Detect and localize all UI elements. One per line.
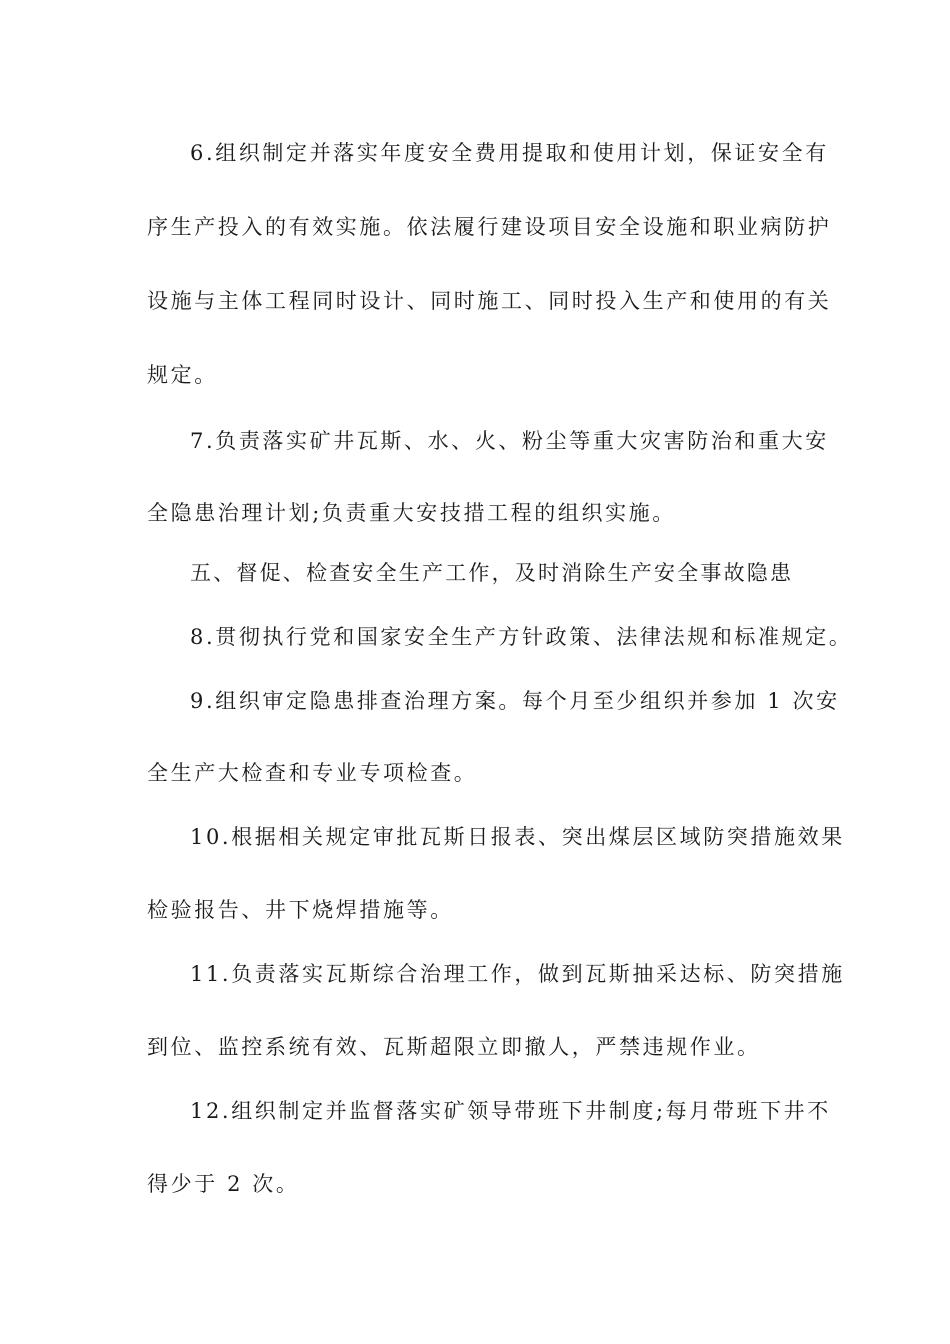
paragraph-6-line-2: 序生产投入的有效实施。依法履行建设项目安全设施和职业病防护	[147, 215, 832, 239]
paragraph-7-line-2: 全隐患治理计划;负责重大安技措工程的组织实施。	[147, 501, 676, 525]
paragraph-6-line-3: 设施与主体工程同时设计、同时施工、同时投入生产和使用的有关	[147, 289, 832, 313]
paragraph-12-line-2: 得少于 2 次。	[147, 1172, 300, 1196]
paragraph-11-line-2: 到位、监控系统有效、瓦斯超限立即撤人，严禁违规作业。	[147, 1035, 761, 1059]
paragraph-6-line-4: 规定。	[147, 363, 218, 387]
paragraph-9-line-2: 全生产大检查和专业专项检查。	[147, 761, 478, 785]
paragraph-9-line-1: 9.组织审定隐患排查治理方案。每个月至少组织并参加 1 次安	[190, 689, 840, 713]
paragraph-8-line-1: 8.贯彻执行党和国家安全生产方针政策、法律法规和标准规定。	[190, 625, 853, 649]
paragraph-10-line-2: 检验报告、井下烧焊措施等。	[147, 898, 454, 922]
section-heading-5: 五、督促、检查安全生产工作，及时消除生产安全事故隐患	[190, 561, 794, 585]
paragraph-12-line-1: 12.组织制定并监督落实矿领导带班下井制度;每月带班下井不	[190, 1099, 831, 1123]
paragraph-10-line-1: 10.根据相关规定审批瓦斯日报表、突出煤层区域防突措施效果	[190, 825, 845, 849]
paragraph-7-line-1: 7.负责落实矿井瓦斯、水、火、粉尘等重大灾害防治和重大安	[190, 429, 829, 453]
paragraph-6-line-1: 6.组织制定并落实年度安全费用提取和使用计划，保证安全有	[190, 141, 829, 165]
paragraph-11-line-1: 11.负责落实瓦斯综合治理工作，做到瓦斯抽采达标、防突措施	[190, 962, 845, 986]
